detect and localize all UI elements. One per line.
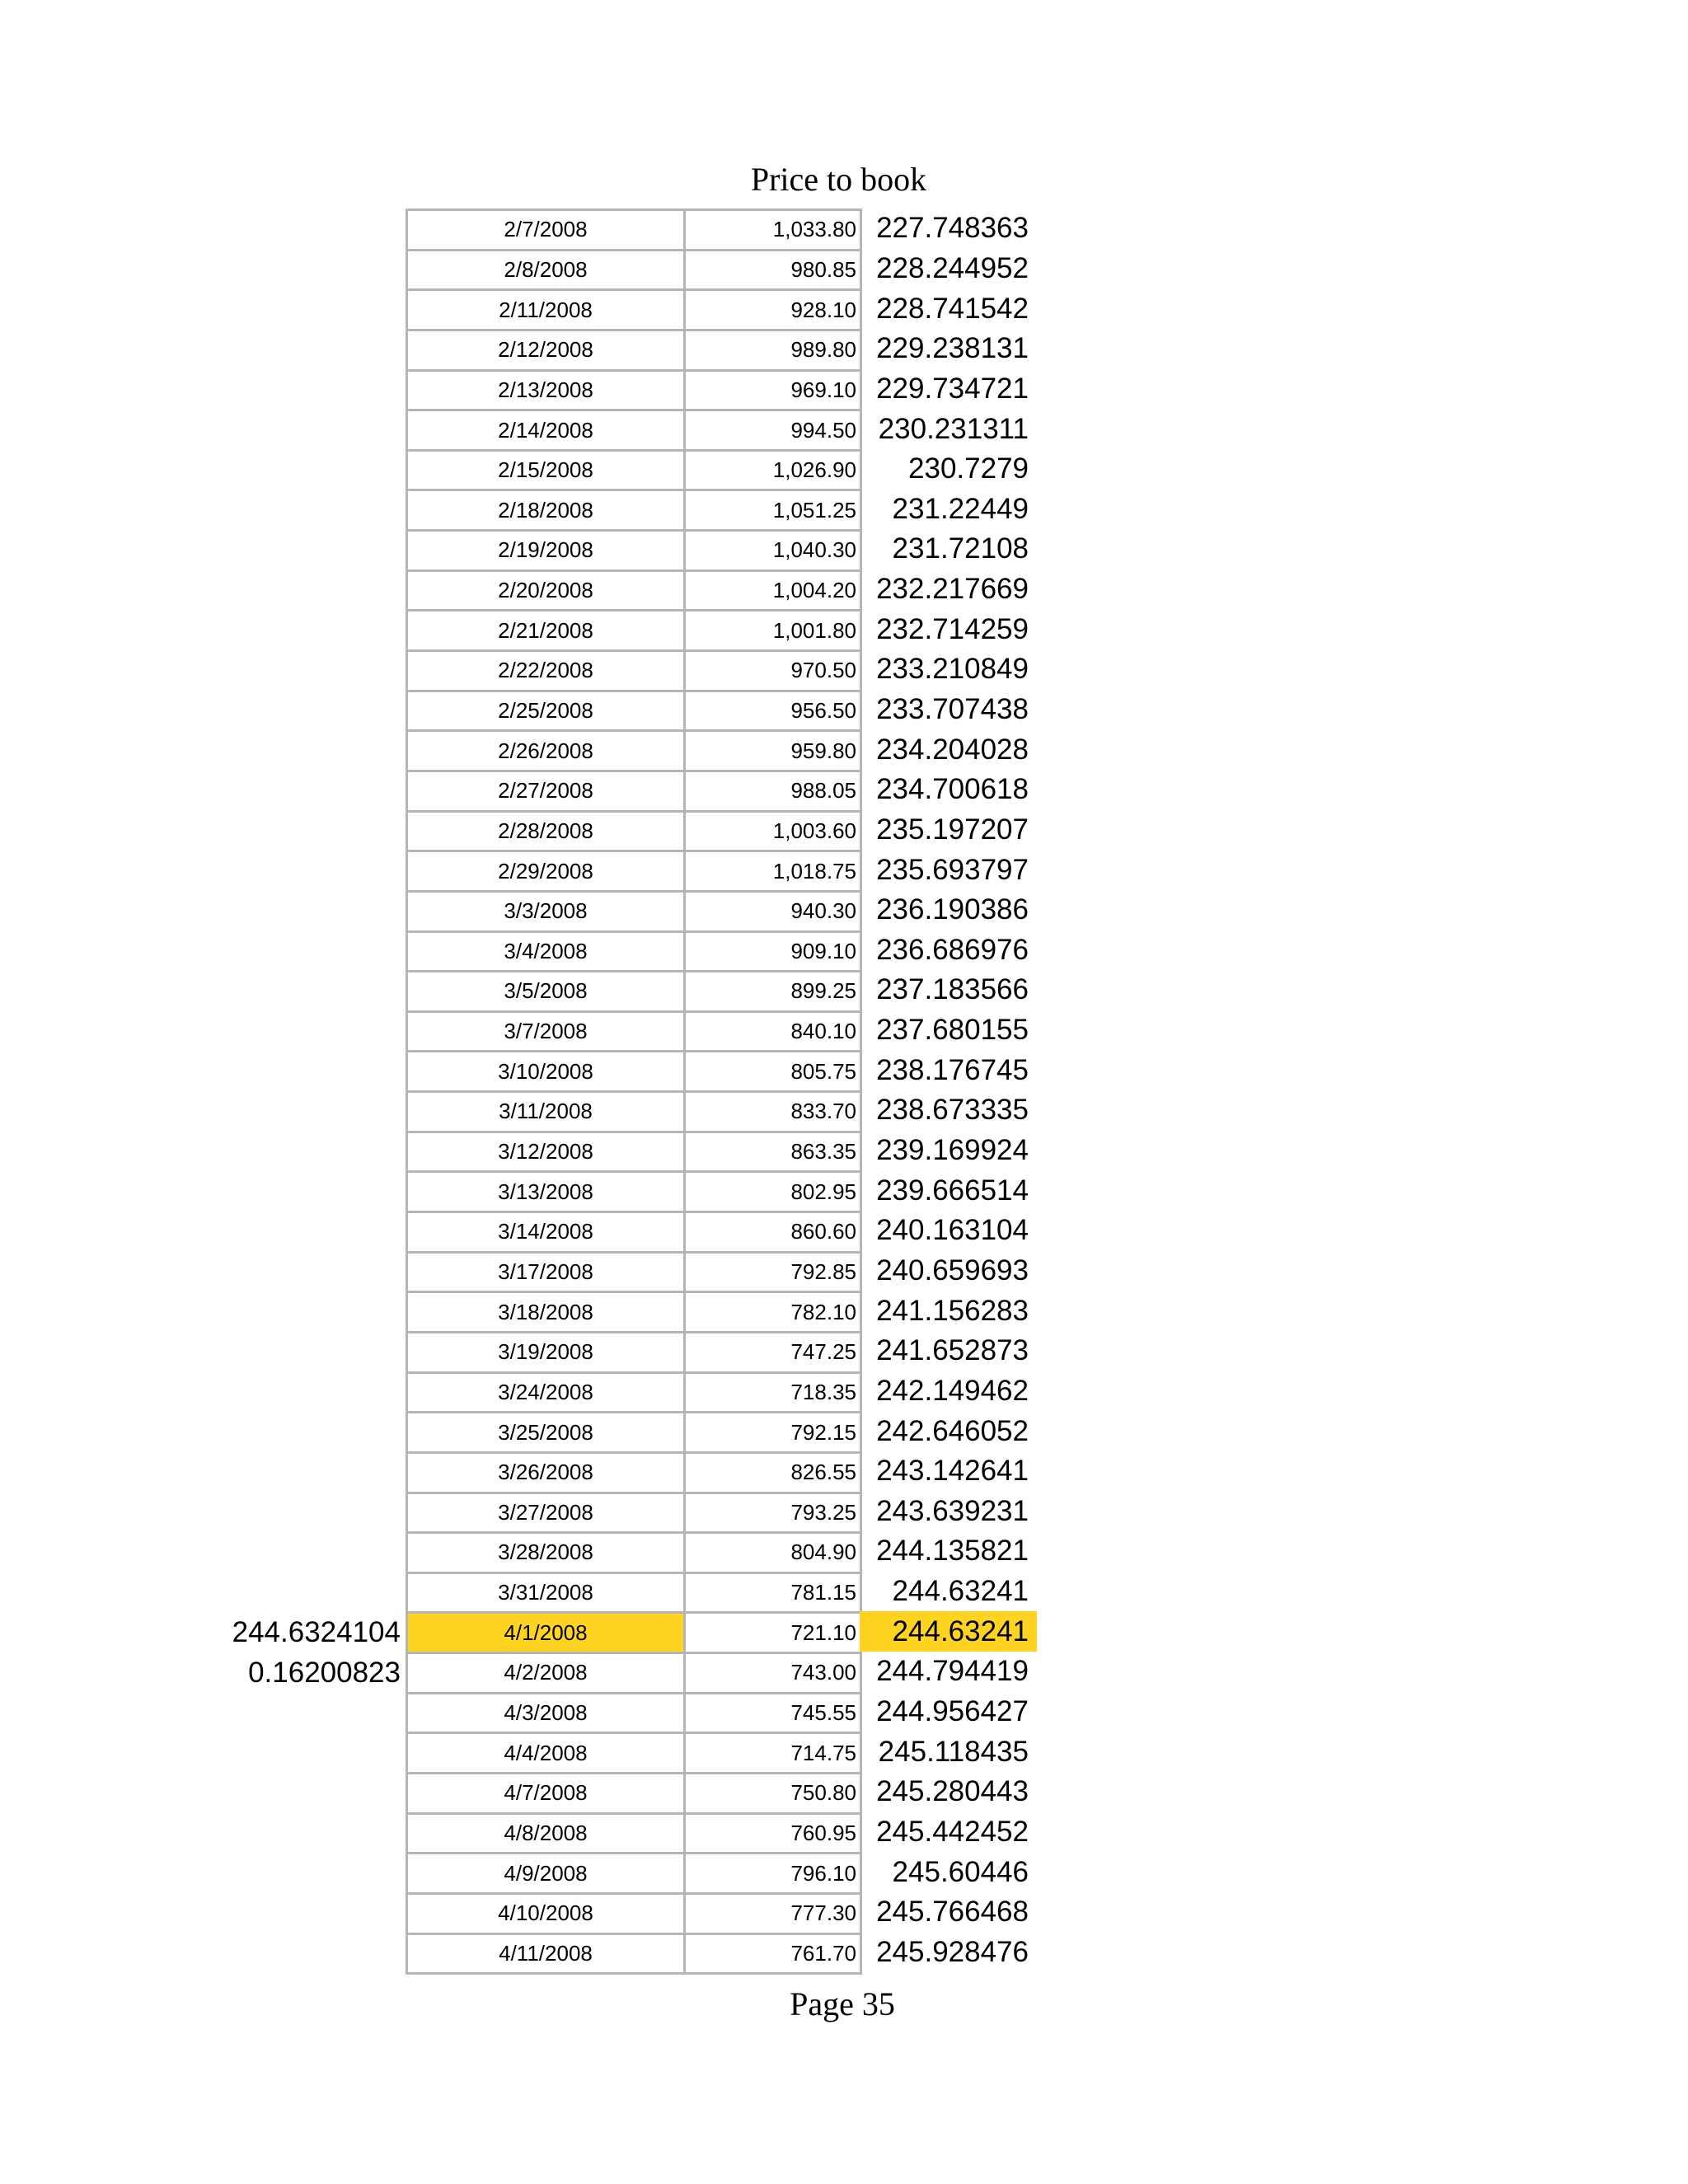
price-cell: 940.30 (683, 890, 862, 933)
price-to-book-cell: 233.707438 (876, 693, 1029, 725)
price-cell: 969.10 (683, 369, 862, 412)
price-cell: 760.95 (683, 1812, 862, 1855)
date-cell: 2/13/2008 (406, 369, 686, 412)
table-row (406, 930, 1039, 971)
price-to-book-cell: 240.659693 (876, 1254, 1029, 1286)
table-row (406, 288, 1039, 329)
date-cell: 2/29/2008 (406, 850, 686, 893)
price-cell: 792.15 (683, 1411, 862, 1454)
price-to-book-cell: 231.72108 (892, 532, 1029, 565)
date-cell: 4/3/2008 (406, 1692, 686, 1735)
date-cell: 2/12/2008 (406, 329, 686, 372)
date-cell: 3/26/2008 (406, 1451, 686, 1494)
date-cell: 4/10/2008 (406, 1892, 686, 1935)
date-cell: 4/2/2008 (406, 1652, 686, 1694)
date-cell: 4/11/2008 (406, 1933, 686, 1975)
price-to-book-cell: 244.135821 (876, 1535, 1029, 1568)
table-row (406, 489, 1039, 529)
side-note-ratio: 0.16200823 (248, 1657, 401, 1689)
price-cell: 1,051.25 (683, 489, 862, 532)
date-cell: 2/14/2008 (406, 409, 686, 452)
price-to-book-cell: 245.442452 (876, 1815, 1029, 1848)
price-to-book-cell: 230.7279 (908, 452, 1029, 485)
date-cell: 2/7/2008 (406, 209, 686, 251)
date-cell: 4/1/2008 (406, 1611, 686, 1654)
price-to-book-cell: 241.156283 (876, 1294, 1029, 1327)
price-to-book-cell: 236.686976 (876, 933, 1029, 966)
price-to-book-cell: 241.652873 (876, 1334, 1029, 1367)
table-row (406, 1251, 1039, 1291)
date-cell: 2/18/2008 (406, 489, 686, 532)
price-cell: 718.35 (683, 1371, 862, 1414)
date-cell: 3/19/2008 (406, 1331, 686, 1374)
price-to-book-cell: 235.693797 (876, 853, 1029, 886)
price-to-book-table (406, 209, 1039, 1972)
price-cell: 721.10 (683, 1611, 862, 1654)
price-cell: 714.75 (683, 1732, 862, 1774)
price-to-book-cell: 237.183566 (876, 973, 1029, 1006)
page-title: Price to book (750, 161, 927, 198)
table-row (406, 529, 1039, 569)
date-cell: 2/19/2008 (406, 529, 686, 572)
date-cell: 4/9/2008 (406, 1852, 686, 1895)
price-to-book-cell: 232.217669 (876, 573, 1029, 606)
date-cell: 3/5/2008 (406, 970, 686, 1013)
date-cell: 3/3/2008 (406, 890, 686, 933)
date-cell: 3/17/2008 (406, 1251, 686, 1294)
table-row (406, 970, 1039, 1010)
date-cell: 3/27/2008 (406, 1492, 686, 1535)
table-row (406, 369, 1039, 410)
date-cell: 3/4/2008 (406, 930, 686, 973)
price-cell: 750.80 (683, 1772, 862, 1815)
price-to-book-cell: 239.666514 (876, 1174, 1029, 1207)
price-cell: 956.50 (683, 690, 862, 733)
price-cell: 980.85 (683, 249, 862, 292)
page-number: Page 35 (790, 1985, 895, 2022)
table-row (406, 1812, 1039, 1853)
date-cell: 2/11/2008 (406, 288, 686, 331)
price-cell: 802.95 (683, 1170, 862, 1213)
table-row (406, 1170, 1039, 1211)
price-cell: 826.55 (683, 1451, 862, 1494)
price-to-book-cell: 237.680155 (876, 1014, 1029, 1047)
price-to-book-cell: 244.63241 (892, 1575, 1029, 1608)
table-row (406, 1933, 1039, 1973)
date-cell: 3/10/2008 (406, 1050, 686, 1093)
table-row (406, 1451, 1039, 1492)
table-row (406, 1611, 1039, 1652)
price-cell: 833.70 (683, 1090, 862, 1133)
date-cell: 2/15/2008 (406, 449, 686, 492)
date-cell: 2/25/2008 (406, 690, 686, 733)
price-cell: 781.15 (683, 1572, 862, 1615)
date-cell: 2/20/2008 (406, 569, 686, 612)
date-cell: 3/11/2008 (406, 1090, 686, 1133)
price-cell: 782.10 (683, 1291, 862, 1333)
table-row (406, 1692, 1039, 1732)
price-to-book-cell: 227.748363 (876, 212, 1029, 245)
date-cell: 4/7/2008 (406, 1772, 686, 1815)
table-row (406, 249, 1039, 289)
table-row (406, 329, 1039, 369)
price-cell: 745.55 (683, 1692, 862, 1735)
price-cell: 1,018.75 (683, 850, 862, 893)
table-row (406, 1772, 1039, 1812)
price-to-book-cell: 236.190386 (876, 893, 1029, 926)
price-cell: 761.70 (683, 1933, 862, 1975)
price-cell: 928.10 (683, 288, 862, 331)
table-row (406, 1572, 1039, 1612)
table-row (406, 449, 1039, 490)
date-cell: 3/12/2008 (406, 1131, 686, 1174)
price-cell: 793.25 (683, 1492, 862, 1535)
price-to-book-cell: 244.956427 (876, 1695, 1029, 1728)
date-cell: 2/8/2008 (406, 249, 686, 292)
price-to-book-cell: 239.169924 (876, 1134, 1029, 1167)
price-to-book-cell: 228.741542 (876, 292, 1029, 325)
price-cell: 777.30 (683, 1892, 862, 1935)
table-row (406, 1652, 1039, 1692)
table-row (406, 770, 1039, 810)
price-to-book-cell: 228.244952 (876, 251, 1029, 284)
price-cell: 1,026.90 (683, 449, 862, 492)
table-row (406, 1492, 1039, 1532)
table-row (406, 1732, 1039, 1772)
side-note-value: 244.6324104 (232, 1616, 401, 1648)
date-cell: 2/28/2008 (406, 810, 686, 853)
date-cell: 2/22/2008 (406, 649, 686, 692)
price-to-book-cell: 245.118435 (878, 1735, 1029, 1768)
price-cell: 989.80 (683, 329, 862, 372)
date-cell: 2/27/2008 (406, 770, 686, 813)
table-row (406, 850, 1039, 890)
table-row (406, 1050, 1039, 1090)
table-row (406, 1211, 1039, 1251)
price-to-book-cell: 242.646052 (876, 1414, 1029, 1447)
table-row (406, 1852, 1039, 1892)
price-cell: 860.60 (683, 1211, 862, 1254)
price-to-book-cell: 245.766468 (876, 1896, 1029, 1929)
table-row (406, 1371, 1039, 1412)
price-to-book-cell: 231.22449 (892, 492, 1029, 525)
date-cell: 3/7/2008 (406, 1010, 686, 1053)
date-cell: 4/4/2008 (406, 1732, 686, 1774)
date-cell: 2/26/2008 (406, 729, 686, 772)
price-to-book-cell: 232.714259 (876, 612, 1029, 645)
price-cell: 840.10 (683, 1010, 862, 1053)
price-cell: 804.90 (683, 1531, 862, 1574)
price-to-book-cell: 238.673335 (876, 1094, 1029, 1127)
price-to-book-cell: 242.149462 (876, 1374, 1029, 1407)
price-to-book-cell: 238.176745 (876, 1053, 1029, 1086)
table-row (406, 690, 1039, 730)
table-row (406, 729, 1039, 770)
price-to-book-cell: 245.280443 (876, 1775, 1029, 1808)
price-to-book-cell: 243.639231 (876, 1494, 1029, 1527)
date-cell: 3/28/2008 (406, 1531, 686, 1574)
table-row (406, 1010, 1039, 1051)
date-cell: 3/14/2008 (406, 1211, 686, 1254)
price-cell: 959.80 (683, 729, 862, 772)
date-cell: 3/24/2008 (406, 1371, 686, 1414)
price-to-book-cell: 229.734721 (876, 372, 1029, 405)
table-row (406, 810, 1039, 851)
price-to-book-cell: 244.794419 (876, 1655, 1029, 1688)
date-cell: 3/18/2008 (406, 1291, 686, 1333)
price-to-book-cell: 235.197207 (876, 813, 1029, 846)
date-cell: 3/31/2008 (406, 1572, 686, 1615)
date-cell: 3/25/2008 (406, 1411, 686, 1454)
table-row (406, 1892, 1039, 1933)
price-to-book-cell: 240.163104 (876, 1214, 1029, 1247)
table-row (406, 1090, 1039, 1131)
table-row (406, 649, 1039, 690)
price-cell: 899.25 (683, 970, 862, 1013)
table-row (406, 569, 1039, 610)
price-cell: 1,003.60 (683, 810, 862, 853)
table-row (406, 209, 1039, 249)
price-to-book-cell: 234.204028 (876, 733, 1029, 766)
price-cell: 743.00 (683, 1652, 862, 1694)
price-to-book-cell: 245.60446 (892, 1855, 1029, 1888)
table-row (406, 1131, 1039, 1171)
date-cell: 4/8/2008 (406, 1812, 686, 1855)
table-row (406, 609, 1039, 649)
price-to-book-cell: 234.700618 (876, 773, 1029, 806)
table-row (406, 1331, 1039, 1371)
price-cell: 970.50 (683, 649, 862, 692)
price-cell: 1,033.80 (683, 209, 862, 251)
price-cell: 805.75 (683, 1050, 862, 1093)
date-cell: 2/21/2008 (406, 609, 686, 652)
price-cell: 1,004.20 (683, 569, 862, 612)
date-cell: 3/13/2008 (406, 1170, 686, 1213)
price-to-book-cell: 233.210849 (876, 653, 1029, 686)
price-to-book-cell: 245.928476 (876, 1935, 1029, 1968)
price-cell: 909.10 (683, 930, 862, 973)
price-cell: 796.10 (683, 1852, 862, 1895)
table-row (406, 1531, 1039, 1572)
price-to-book-cell: 230.231311 (878, 412, 1029, 445)
price-cell: 747.25 (683, 1331, 862, 1374)
table-row (406, 890, 1039, 930)
price-to-book-cell: 244.63241 (860, 1611, 1037, 1652)
price-to-book-cell: 229.238131 (876, 332, 1029, 365)
table-row (406, 409, 1039, 449)
price-cell: 792.85 (683, 1251, 862, 1294)
price-cell: 988.05 (683, 770, 862, 813)
price-cell: 1,001.80 (683, 609, 862, 652)
table-row (406, 1291, 1039, 1331)
table-row (406, 1411, 1039, 1451)
price-cell: 863.35 (683, 1131, 862, 1174)
price-cell: 1,040.30 (683, 529, 862, 572)
price-cell: 994.50 (683, 409, 862, 452)
price-to-book-cell: 243.142641 (876, 1455, 1029, 1488)
